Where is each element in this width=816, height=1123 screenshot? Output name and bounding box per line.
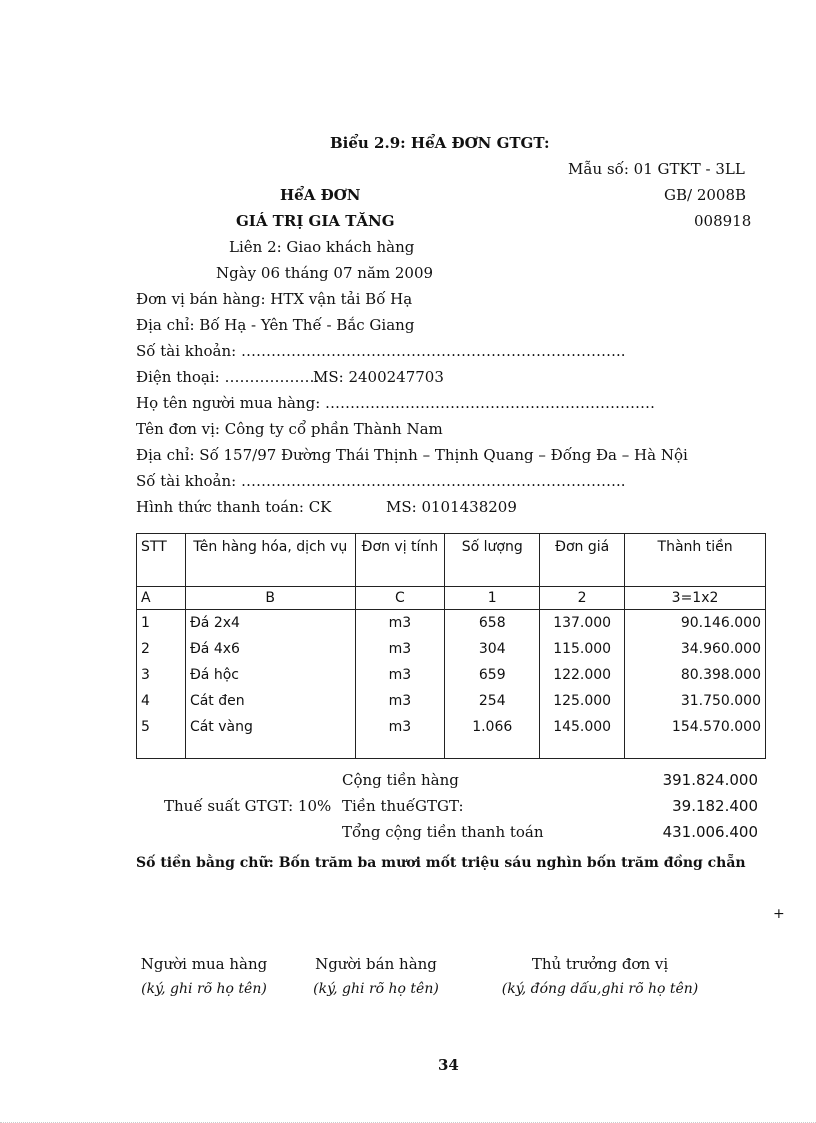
total-label: Tổng cộng tiền thanh toán [342, 823, 544, 841]
row-item-name: Cát vàng [185, 714, 355, 759]
invoice-series: GB/ 2008B [664, 186, 747, 204]
signature-buyer-role: Người mua hàng [140, 955, 268, 973]
page-number: 34 [438, 1056, 459, 1074]
signature-director-note: (ký, đóng dấu,ghi rõ họ tên) [501, 981, 699, 997]
invoice-number: 008918 [694, 212, 752, 230]
header-stt: STT [137, 534, 186, 587]
copy-label: Liên 2: Giao khách hàng [229, 238, 415, 256]
seller-address: Địa chỉ: Bố Hạ - Yên Thế - Bắc Giang [136, 316, 415, 334]
buyer-unit: Tên đơn vị: Công ty cổ phần Thành Nam [136, 420, 443, 438]
table-row [137, 714, 766, 759]
subtotal-value: 391.824.000 [662, 771, 758, 789]
code-cell: C [355, 587, 445, 610]
row-amount: 154.570.000 [625, 714, 766, 759]
header-quantity: Số lượng [445, 534, 540, 587]
seller-phone: Điện thoại: ……………….. [136, 368, 325, 386]
signature-seller-role: Người bán hàng [315, 955, 437, 973]
buyer-address: Địa chỉ: Số 157/97 Đường Thái Thịnh – Thịnh Quang – Đống Đa – Hà Nội [136, 446, 688, 464]
total-value: 431.006.400 [662, 823, 758, 841]
row-amount: 31.750.000 [625, 688, 766, 714]
signature-buyer-note: (ký, ghi rõ họ tên) [141, 981, 267, 997]
row-unit: m3 [355, 662, 445, 688]
table-row [137, 636, 766, 662]
row-amount: 90.146.000 [625, 610, 766, 637]
header-item-name: Tên hàng hóa, dịch vụ [185, 534, 355, 587]
row-unit: m3 [355, 714, 445, 759]
row-quantity: 658 [445, 610, 540, 637]
vat-label: Tiền thuếGTGT: [342, 797, 464, 815]
plus-mark: + [773, 906, 785, 922]
signature-director-role: Thủ trưởng đơn vị [531, 955, 669, 973]
row-quantity: 1.066 [445, 714, 540, 759]
table-row [137, 662, 766, 688]
row-quantity: 304 [445, 636, 540, 662]
row-unit: m3 [355, 610, 445, 637]
code-cell: 2 [540, 587, 625, 610]
seller-unit: Đơn vị bán hàng: HTX vận tải Bố Hạ [136, 290, 413, 308]
form-number: Mẫu số: 01 GTKT - 3LL [568, 160, 745, 178]
table-code-row [137, 587, 766, 610]
row-stt: 4 [137, 688, 186, 714]
row-stt: 2 [137, 636, 186, 662]
buyer-tax-code: MS: 0101438209 [386, 498, 517, 516]
header-amount: Thành tiền [625, 534, 766, 587]
vat-value: 39.182.400 [672, 797, 758, 815]
payment-method: Hình thức thanh toán: CK [136, 498, 332, 516]
code-cell: B [185, 587, 355, 610]
row-quantity: 254 [445, 688, 540, 714]
signature-seller-note: (ký, ghi rõ họ tên) [313, 981, 439, 997]
invoice-table [136, 533, 766, 759]
seller-tax-code: MS: 2400247703 [313, 368, 444, 386]
row-stt: 1 [137, 610, 186, 637]
buyer-account: Số tài khoản: ………………………………………………………………….. [136, 472, 626, 490]
row-item-name: Đá 2x4 [185, 610, 355, 637]
row-unit: m3 [355, 688, 445, 714]
invoice-date: Ngày 06 tháng 07 năm 2009 [216, 264, 434, 282]
row-item-name: Đá hộc [185, 662, 355, 688]
row-unit-price: 137.000 [540, 610, 625, 637]
table-row [137, 688, 766, 714]
table-row [137, 610, 766, 637]
row-amount: 34.960.000 [625, 636, 766, 662]
row-item-name: Đá 4x6 [185, 636, 355, 662]
row-amount: 80.398.000 [625, 662, 766, 688]
header-unit: Đơn vị tính [355, 534, 445, 587]
row-quantity: 659 [445, 662, 540, 688]
seller-account: Số tài khoản: ………………………………………………………………….. [136, 342, 626, 360]
row-stt: 5 [137, 714, 186, 759]
header-unit-price: Đơn giá [540, 534, 625, 587]
code-cell: A [137, 587, 186, 610]
buyer-name: Họ tên người mua hàng: ………………………………………………………… [136, 394, 656, 412]
row-stt: 3 [137, 662, 186, 688]
invoice-title: HểA ĐƠN [280, 186, 361, 204]
amount-in-words: Số tiền bằng chữ: Bốn trăm ba mươi mốt triệu sáu nghìn bốn trăm đồng chẵn [136, 855, 746, 871]
row-unit-price: 115.000 [540, 636, 625, 662]
invoice-subtitle: GIÁ TRỊ GIA TĂNG [236, 212, 395, 230]
code-cell: 1 [445, 587, 540, 610]
row-unit-price: 125.000 [540, 688, 625, 714]
row-item-name: Cát đen [185, 688, 355, 714]
code-cell: 3=1x2 [625, 587, 766, 610]
table-header-row [137, 534, 766, 587]
caption: Biểu 2.9: HểA ĐƠN GTGT: [330, 134, 550, 152]
subtotal-label: Cộng tiền hàng [342, 771, 459, 789]
row-unit-price: 122.000 [540, 662, 625, 688]
row-unit-price: 145.000 [540, 714, 625, 759]
row-unit: m3 [355, 636, 445, 662]
vat-rate: Thuế suất GTGT: 10% [164, 797, 332, 815]
